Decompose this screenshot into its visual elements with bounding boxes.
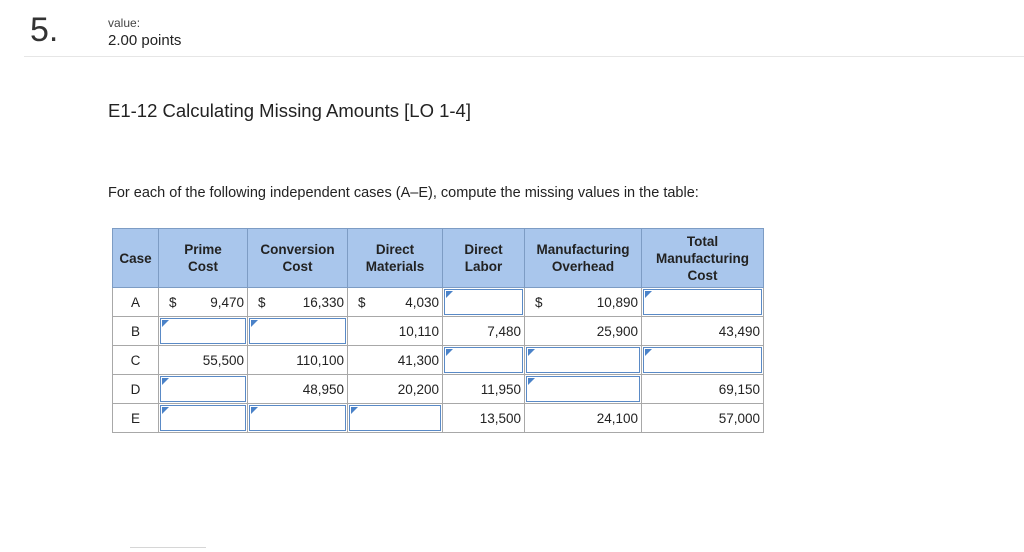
cell-value: 16,330 <box>302 294 344 310</box>
answer-input-direct-labor[interactable] <box>443 288 525 317</box>
column-header-line: Total <box>686 233 719 249</box>
value-cell-direct-labor <box>443 317 525 346</box>
cell-value: 48,950 <box>302 381 344 397</box>
answer-input-total-manufacturing-cost[interactable] <box>642 288 764 317</box>
answer-field[interactable] <box>160 376 246 402</box>
column-header-conversion-cost <box>248 229 348 288</box>
case-label: E <box>113 404 159 433</box>
table-row-b <box>113 317 764 346</box>
cell-value: 55,500 <box>202 352 244 368</box>
value-cell-direct-labor <box>443 375 525 404</box>
dollar-sign: $ <box>169 294 177 310</box>
value-cell-direct-materials <box>348 317 443 346</box>
dollar-sign: $ <box>258 294 266 310</box>
cell-value: 57,000 <box>718 410 760 426</box>
value-cell-direct-materials <box>348 375 443 404</box>
case-label: C <box>113 346 159 375</box>
column-header-line: Cost <box>188 259 218 274</box>
column-header-line: Labor <box>464 259 503 274</box>
table-header-row <box>113 229 764 288</box>
cell-value: 4,030 <box>405 294 439 310</box>
answer-field[interactable] <box>526 347 640 373</box>
answer-field[interactable] <box>444 289 523 315</box>
header-divider <box>24 56 1024 57</box>
answer-field[interactable] <box>643 347 762 373</box>
column-header-line: Prime <box>184 242 222 257</box>
value-cell-conversion-cost <box>248 288 348 317</box>
column-header-line: Case <box>119 250 152 266</box>
column-header-line: Manufacturing <box>656 250 749 266</box>
value-cell-direct-materials <box>348 288 443 317</box>
answer-input-direct-labor[interactable] <box>443 346 525 375</box>
case-label: A <box>113 288 159 317</box>
table-row-e <box>113 404 764 433</box>
cell-value: 69,150 <box>718 381 760 397</box>
case-label: D <box>113 375 159 404</box>
value-cell-prime-cost <box>159 346 248 375</box>
answer-field[interactable] <box>526 376 640 402</box>
column-header-line: Overhead <box>551 259 615 274</box>
column-header-case <box>113 229 159 288</box>
cell-value: 9,470 <box>210 294 244 310</box>
table-row-a <box>113 288 764 317</box>
column-header-line: Direct <box>464 242 503 257</box>
exercise-title: E1-12 Calculating Missing Amounts [LO 1-4] <box>108 100 471 121</box>
answer-input-conversion-cost[interactable] <box>248 404 348 433</box>
value-cell-manufacturing-overhead <box>525 288 642 317</box>
question-number: 5. <box>30 11 59 49</box>
value-cell-prime-cost <box>159 288 248 317</box>
case-label: B <box>113 317 159 346</box>
column-header-direct-materials <box>348 229 443 288</box>
column-header-direct-labor <box>443 229 525 288</box>
answer-input-manufacturing-overhead[interactable] <box>525 346 642 375</box>
value-cell-direct-labor <box>443 404 525 433</box>
column-header-line: Direct <box>375 242 415 257</box>
exercise-instructions: For each of the following independent cases (A–E), compute the missing values in the table: <box>108 185 699 201</box>
cell-value: 25,900 <box>596 323 638 339</box>
answer-field[interactable] <box>160 318 246 344</box>
cell-value: 110,100 <box>296 352 344 368</box>
value-cell-direct-materials <box>348 346 443 375</box>
answer-input-total-manufacturing-cost[interactable] <box>642 346 764 375</box>
cell-value: 24,100 <box>596 410 638 426</box>
dollar-sign: $ <box>358 294 366 310</box>
cell-value: 13,500 <box>479 410 521 426</box>
value-cell-manufacturing-overhead <box>525 404 642 433</box>
value-cell-total-manufacturing-cost <box>642 375 764 404</box>
answer-field[interactable] <box>249 318 346 344</box>
column-header-prime-cost <box>159 229 248 288</box>
value-cell-conversion-cost <box>248 375 348 404</box>
cell-value: 11,950 <box>480 381 521 397</box>
answer-input-prime-cost[interactable] <box>159 317 248 346</box>
column-header-manufacturing-overhead <box>525 229 642 288</box>
value-cell-total-manufacturing-cost <box>642 404 764 433</box>
column-header-line: Materials <box>365 259 425 274</box>
answer-field[interactable] <box>349 405 441 431</box>
column-header-line: Manufacturing <box>536 242 630 257</box>
answer-field[interactable] <box>444 347 523 373</box>
points-value: 2.00 points <box>108 32 182 49</box>
value-cell-manufacturing-overhead <box>525 317 642 346</box>
cost-table <box>112 228 764 433</box>
answer-input-prime-cost[interactable] <box>159 404 248 433</box>
answer-input-manufacturing-overhead[interactable] <box>525 375 642 404</box>
dollar-sign: $ <box>535 294 543 310</box>
column-header-line: Cost <box>282 259 313 274</box>
answer-input-direct-materials[interactable] <box>348 404 443 433</box>
column-header-line: Conversion <box>260 242 335 257</box>
cell-value: 7,480 <box>487 323 521 339</box>
answer-field[interactable] <box>643 289 762 315</box>
value-cell-conversion-cost <box>248 346 348 375</box>
value-label: value: <box>108 16 141 30</box>
column-header-line: Cost <box>687 267 718 283</box>
next-section-edge <box>130 547 206 552</box>
column-header-total-manufacturing-cost <box>642 229 764 288</box>
cell-value: 20,200 <box>397 381 439 397</box>
answer-input-prime-cost[interactable] <box>159 375 248 404</box>
cell-value: 43,490 <box>718 323 760 339</box>
table-row-c <box>113 346 764 375</box>
table-row-d <box>113 375 764 404</box>
answer-field[interactable] <box>160 405 246 431</box>
cell-value: 10,110 <box>398 323 439 339</box>
cell-value: 10,890 <box>596 294 638 310</box>
table-body <box>113 288 764 433</box>
answer-input-conversion-cost[interactable] <box>248 317 348 346</box>
answer-field[interactable] <box>249 405 346 431</box>
cell-value: 41,300 <box>397 352 439 368</box>
value-cell-total-manufacturing-cost <box>642 317 764 346</box>
